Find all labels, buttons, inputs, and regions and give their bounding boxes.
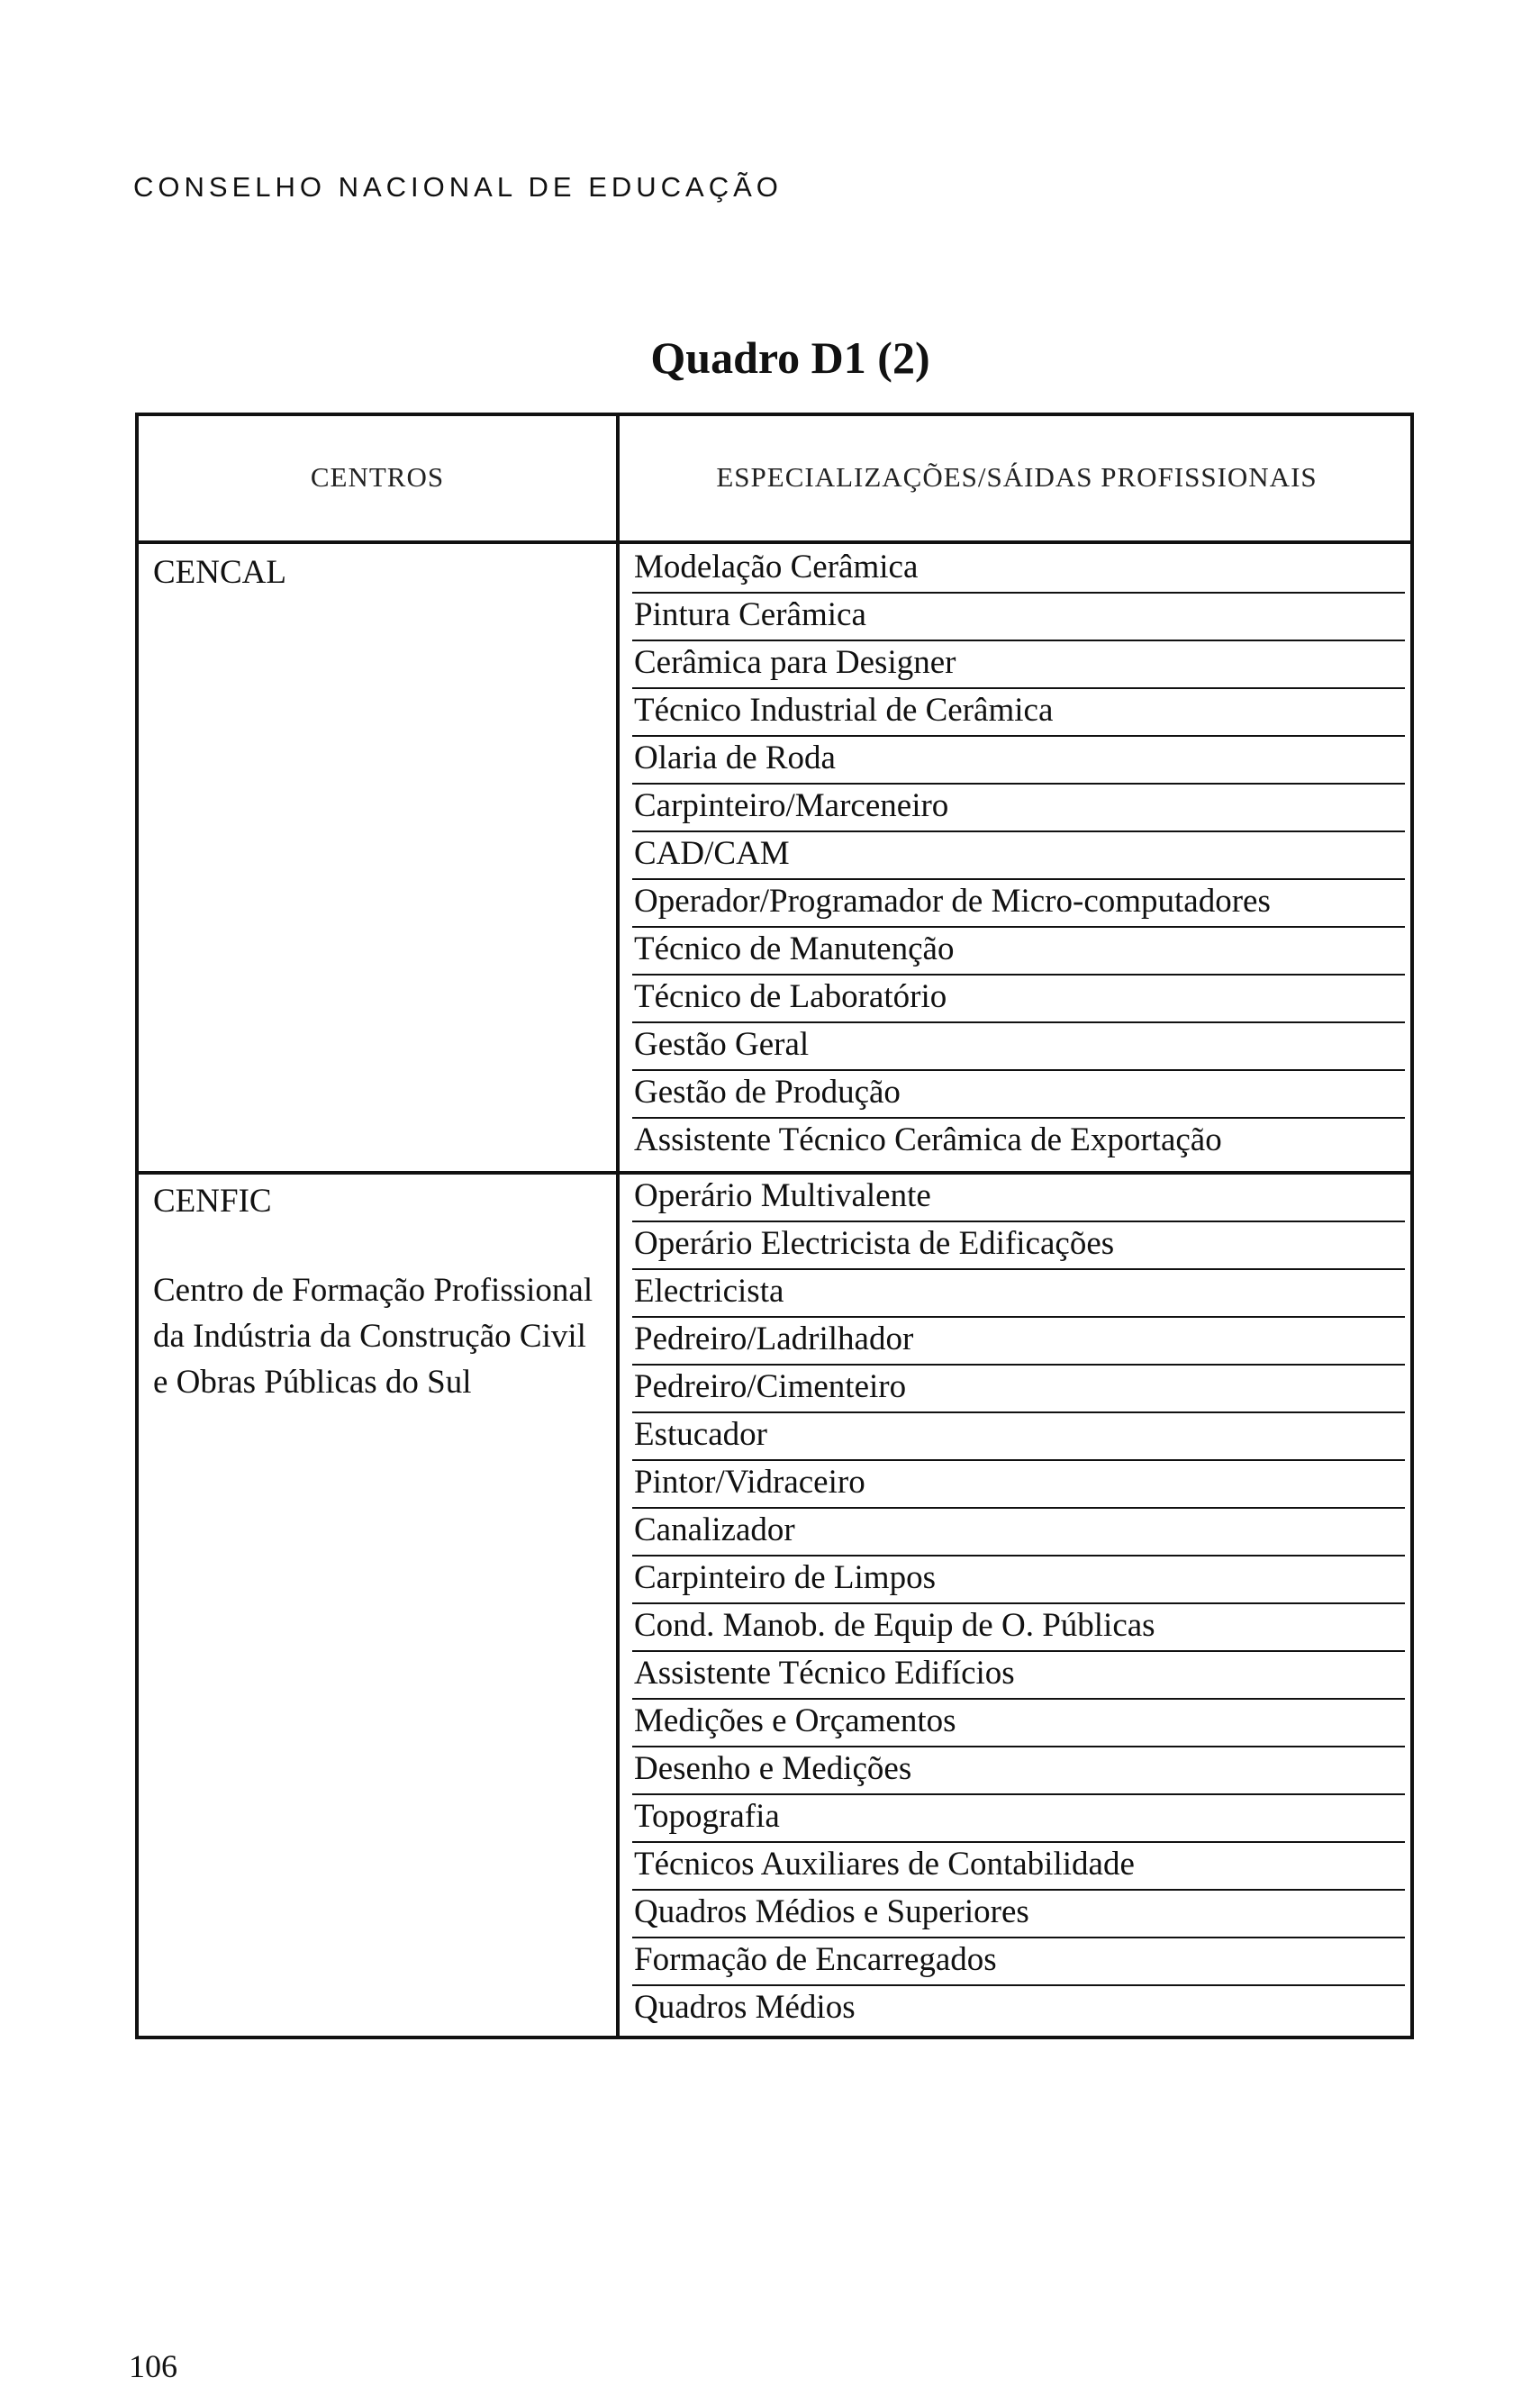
list-item: Gestão Geral	[632, 1023, 1405, 1071]
list-item: Técnico Industrial de Cerâmica	[632, 689, 1405, 737]
list-item: Técnico de Laboratório	[632, 976, 1405, 1023]
list-item: CAD/CAM	[632, 832, 1405, 880]
column-divider	[616, 416, 620, 2036]
list-item: Carpinteiro/Marceneiro	[632, 785, 1405, 832]
list-item: Electricista	[632, 1270, 1405, 1318]
list-item: Técnicos Auxiliares de Contabilidade	[632, 1843, 1405, 1891]
list-item: Pedreiro/Cimenteiro	[632, 1366, 1405, 1413]
page-number: 106	[129, 2348, 177, 2384]
table-title: Quadro D1 (2)	[650, 332, 930, 383]
column-header-especializacoes: ESPECIALIZAÇÕES/SÁIDAS PROFISSIONAIS	[716, 461, 1318, 493]
spec-list-cencal	[632, 546, 1405, 1166]
list-item: Cond. Manob. de Equip de O. Públicas	[632, 1604, 1405, 1652]
list-item: Operário Multivalente	[632, 1175, 1405, 1222]
list-item: Topografia	[632, 1795, 1405, 1843]
list-item: Desenho e Medições	[632, 1747, 1405, 1795]
list-item: Pedreiro/Ladrilhador	[632, 1318, 1405, 1366]
list-item: Estucador	[632, 1413, 1405, 1461]
centro-cell-cenfic	[153, 1178, 603, 1405]
centro-description: Centro de Formação Profissional da Indústria da Construção Civil e Obras Públicas do Sul	[153, 1272, 593, 1401]
centro-cell-cencal	[153, 549, 603, 595]
list-item: Assistente Técnico Cerâmica de Exportação	[634, 1121, 1222, 1158]
list-item: Assistente Técnico Edifícios	[632, 1652, 1405, 1700]
list-item: Canalizador	[632, 1509, 1405, 1556]
list-item: Modelação Cerâmica	[632, 546, 1405, 594]
centro-name: CENFIC	[153, 1183, 272, 1220]
centro-name: CENCAL	[153, 554, 286, 591]
list-item: Técnico de Manutenção	[632, 928, 1405, 976]
header-divider	[139, 540, 1410, 544]
column-header-centros: CENTROS	[310, 461, 445, 493]
list-item: Medições e Orçamentos	[632, 1700, 1405, 1747]
specializations-table	[135, 413, 1414, 2039]
spec-list-cenfic	[632, 1175, 1405, 2034]
list-item: Pintura Cerâmica	[632, 594, 1405, 641]
list-item: Quadros Médios e Superiores	[632, 1891, 1405, 1938]
list-item: Cerâmica para Designer	[632, 641, 1405, 689]
list-item: Gestão de Produção	[632, 1071, 1405, 1119]
list-item: Pintor/Vidraceiro	[632, 1461, 1405, 1509]
list-item: Carpinteiro de Limpos	[632, 1556, 1405, 1604]
list-item: Formação de Encarregados	[632, 1938, 1405, 1986]
list-item: Operário Electricista de Edificações	[632, 1222, 1405, 1270]
list-item: Olaria de Roda	[632, 737, 1405, 785]
list-item: Operador/Programador de Micro-computadores	[632, 880, 1405, 928]
list-item: Quadros Médios	[634, 1989, 856, 2026]
running-head: CONSELHO NACIONAL DE EDUCAÇÃO	[133, 171, 783, 203]
